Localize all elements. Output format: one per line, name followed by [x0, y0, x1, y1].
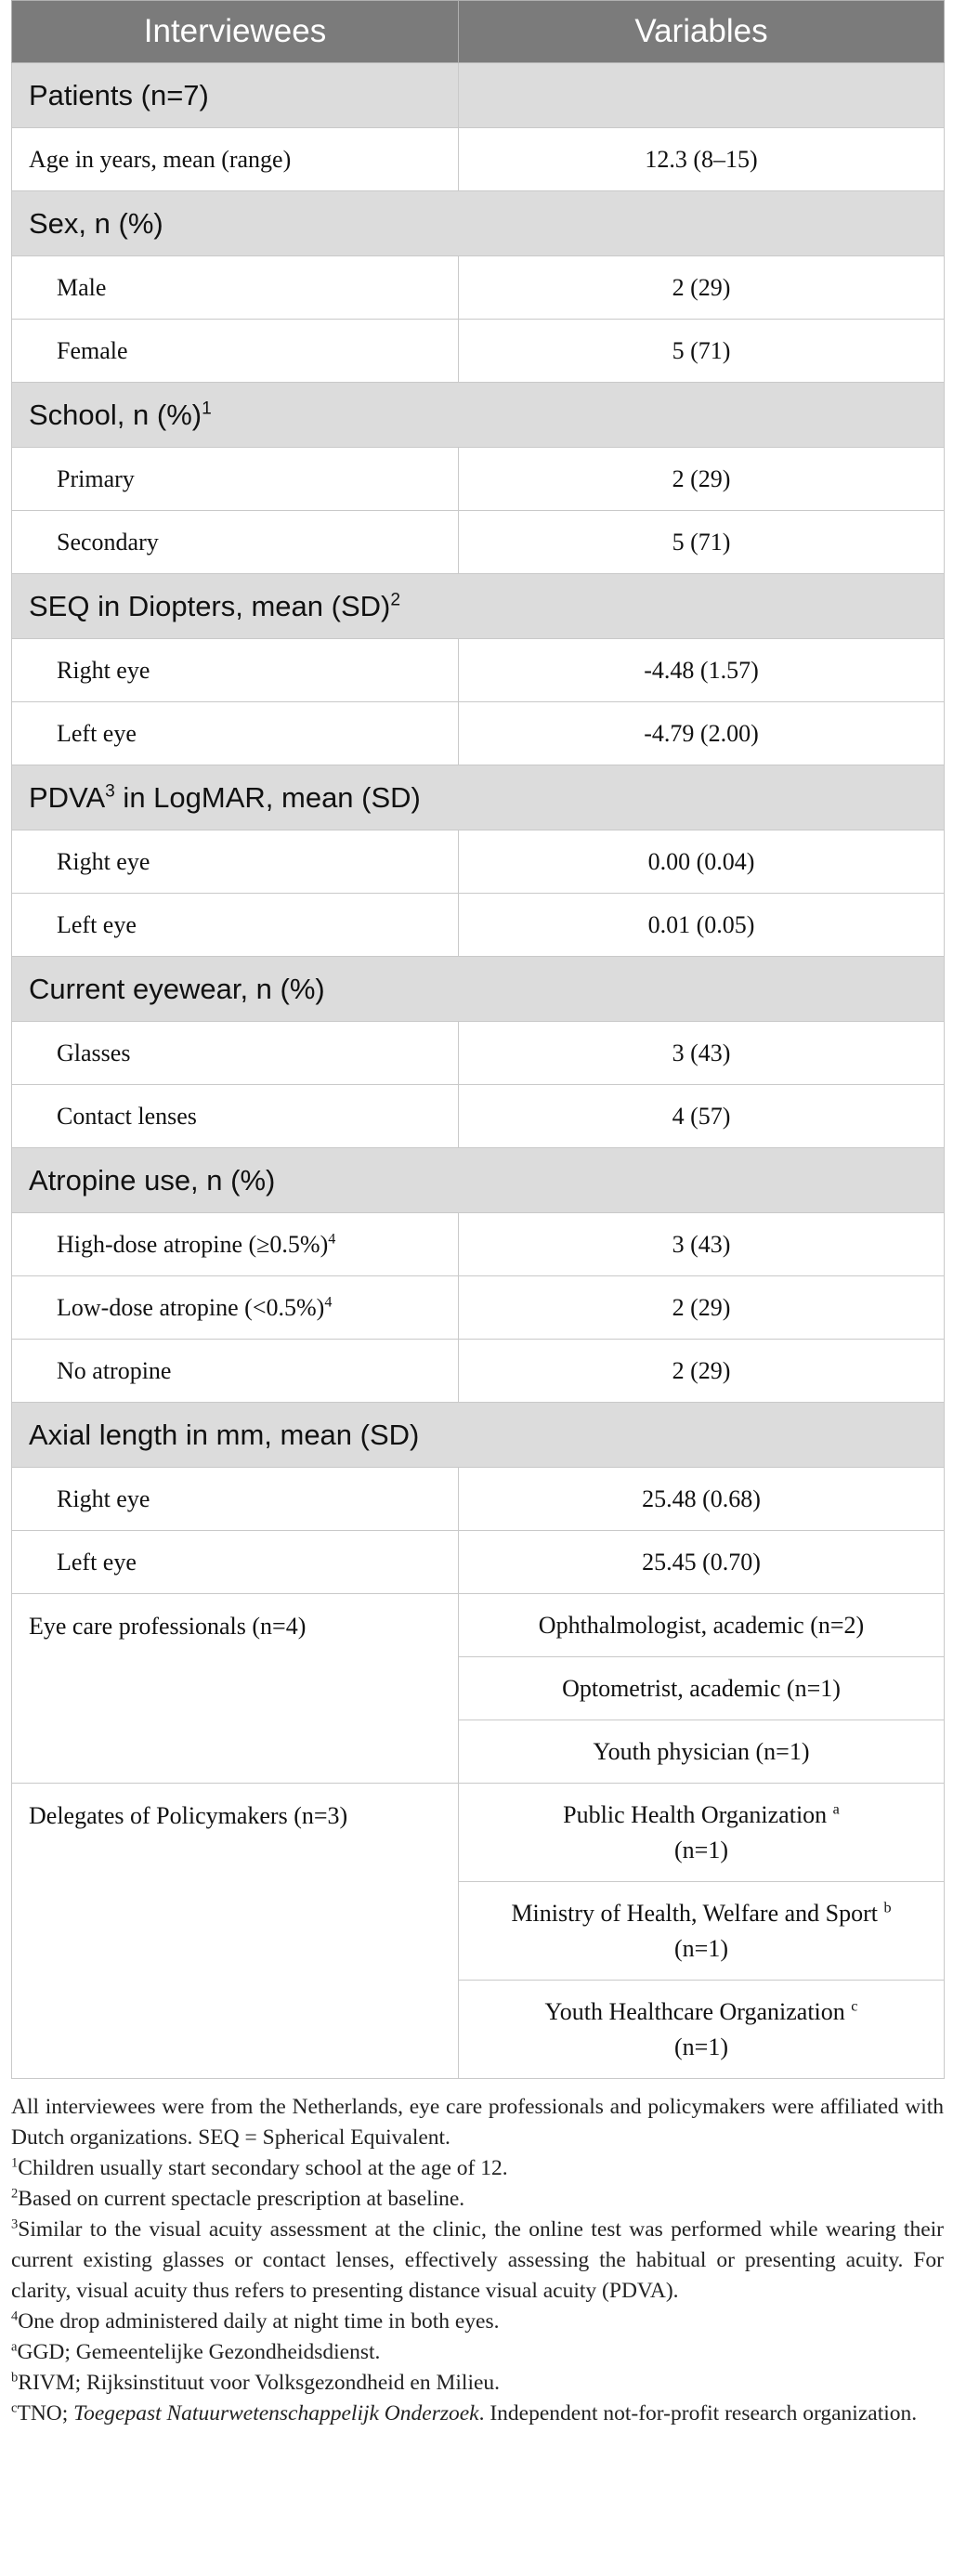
- section-pdva-label-b: in LogMAR, mean (SD): [114, 780, 421, 814]
- footnote-a: [11, 2337, 944, 2368]
- row-label: Secondary: [12, 511, 459, 574]
- row-value: 3 (43): [459, 1213, 945, 1276]
- row-value: [459, 1981, 945, 2079]
- table-row: [12, 1468, 945, 1531]
- footnote-marker: 4: [328, 1230, 336, 1247]
- footnote-marker: 3: [11, 2216, 19, 2232]
- footnote-italic: Toegepast Natuurwetenschappelijk Onderzoek: [73, 2401, 479, 2426]
- row-value-count: (n=1): [674, 1836, 728, 1863]
- table-row: [12, 320, 945, 383]
- footnote-text: . Independent not-for-profit research organization.: [478, 2401, 918, 2426]
- footnote-marker: b: [883, 1899, 892, 1916]
- footnote-b: [11, 2368, 944, 2399]
- table-row: [12, 1085, 945, 1148]
- row-value: 3 (43): [459, 1022, 945, 1085]
- table-row: [12, 511, 945, 574]
- row-value: 5 (71): [459, 320, 945, 383]
- section-seq: [12, 574, 945, 639]
- row-value: [459, 1882, 945, 1981]
- table-row: [12, 1594, 945, 1657]
- row-value-text: Youth Healthcare Organization: [544, 1997, 852, 2025]
- section-row: [12, 191, 945, 256]
- section-blank: [459, 63, 945, 128]
- footnote-1: [11, 2153, 944, 2184]
- row-value: 0.01 (0.05): [459, 894, 945, 957]
- footnote-text: Children usually start secondary school at the age of 12.: [18, 2156, 508, 2180]
- footnote-text: GGD; Gemeentelijke Gezondheidsdienst.: [17, 2340, 381, 2364]
- interviewees-table: [11, 0, 945, 2079]
- row-value: 5 (71): [459, 511, 945, 574]
- row-value-count: (n=1): [674, 2033, 728, 2060]
- row-label: Male: [12, 256, 459, 320]
- footnote-marker: 4: [324, 1293, 333, 1310]
- footnote-text: Based on current spectacle prescription at baseline.: [18, 2187, 465, 2211]
- table-header-row: [12, 1, 945, 63]
- section-row: [12, 63, 945, 128]
- row-value: 2 (29): [459, 1276, 945, 1340]
- section-patients: Patients (n=7): [12, 63, 459, 128]
- table-row: [12, 830, 945, 894]
- section-axial: Axial length in mm, mean (SD): [12, 1403, 945, 1468]
- row-label: Female: [12, 320, 459, 383]
- row-value-count: (n=1): [674, 1934, 728, 1962]
- row-value: 25.48 (0.68): [459, 1468, 945, 1531]
- section-row: [12, 383, 945, 448]
- row-value: 4 (57): [459, 1085, 945, 1148]
- section-row: [12, 1148, 945, 1213]
- section-school-label: School, n (%): [29, 398, 202, 431]
- row-value: Youth physician (n=1): [459, 1720, 945, 1784]
- footnote-text: Similar to the visual acuity assessment at the clinic, the online test was performed while wearing their current existing glasses or contact lenses, effectively assessing the habitual or presenting acuity. For clarity, visual acuity thus refers to presenting distance visual acuity (PDVA).: [11, 2217, 944, 2303]
- row-label: [12, 1213, 459, 1276]
- table-row: [12, 256, 945, 320]
- footnote-marker: 4: [11, 2308, 19, 2324]
- footnote-marker: 1: [202, 398, 212, 418]
- header-interviewees: Interviewees: [12, 1, 459, 63]
- row-label: Contact lenses: [12, 1085, 459, 1148]
- row-label: No atropine: [12, 1340, 459, 1403]
- row-value: 0.00 (0.04): [459, 830, 945, 894]
- row-value: Ophthalmologist, academic (n=2): [459, 1594, 945, 1657]
- header-variables: Variables: [459, 1, 945, 63]
- group-policymakers: Delegates of Policymakers (n=3): [12, 1784, 459, 2079]
- section-pdva: [12, 765, 945, 830]
- footnote-4: [11, 2307, 944, 2337]
- section-school: [12, 383, 945, 448]
- row-value-text: Public Health Organization: [563, 1800, 833, 1828]
- table-row: [12, 702, 945, 765]
- table-row: [12, 128, 945, 191]
- row-label: Right eye: [12, 830, 459, 894]
- row-label: Glasses: [12, 1022, 459, 1085]
- row-value: -4.79 (2.00): [459, 702, 945, 765]
- row-value: 2 (29): [459, 448, 945, 511]
- row-label: Primary: [12, 448, 459, 511]
- row-value: 2 (29): [459, 1340, 945, 1403]
- section-eyewear: Current eyewear, n (%): [12, 957, 945, 1022]
- section-row: [12, 574, 945, 639]
- row-label-text: Low-dose atropine (<0.5%): [57, 1293, 325, 1321]
- table-row: [12, 1213, 945, 1276]
- table-row: [12, 639, 945, 702]
- table-row: [12, 894, 945, 957]
- footnote-marker: a: [832, 1800, 840, 1817]
- footnote-3: [11, 2215, 944, 2307]
- row-label: Left eye: [12, 894, 459, 957]
- table-row: [12, 1531, 945, 1594]
- footnote-marker: a: [11, 2339, 18, 2355]
- section-row: [12, 1403, 945, 1468]
- table-row: [12, 1340, 945, 1403]
- section-row: [12, 765, 945, 830]
- footnote-marker: c: [851, 1997, 858, 2014]
- footnote-main: All interviewees were from the Netherlands, eye care professionals and policymakers were affiliated with Dutch organizations. SEQ = Spherical Equivalent.: [11, 2095, 944, 2150]
- section-sex: Sex, n (%): [12, 191, 945, 256]
- row-label: Right eye: [12, 639, 459, 702]
- row-label: Right eye: [12, 1468, 459, 1531]
- footnote-text: RIVM; Rijksinstituut voor Volksgezondheid en Milieu.: [18, 2371, 501, 2395]
- section-atropine: Atropine use, n (%): [12, 1148, 945, 1213]
- row-label-text: High-dose atropine (≥0.5%): [57, 1230, 329, 1258]
- footnote-marker: 1: [11, 2155, 19, 2171]
- footnote-marker: b: [11, 2370, 19, 2386]
- footnote-marker: 2: [11, 2186, 19, 2202]
- row-label: Left eye: [12, 702, 459, 765]
- row-label: Age in years, mean (range): [12, 128, 459, 191]
- section-seq-label: SEQ in Diopters, mean (SD): [29, 589, 391, 622]
- row-value: 2 (29): [459, 256, 945, 320]
- row-value: -4.48 (1.57): [459, 639, 945, 702]
- footnote-marker: 3: [105, 780, 115, 801]
- section-pdva-label-a: PDVA: [29, 780, 106, 814]
- section-row: [12, 957, 945, 1022]
- row-value: 25.45 (0.70): [459, 1531, 945, 1594]
- row-value: 12.3 (8–15): [459, 128, 945, 191]
- footnote-2: [11, 2184, 944, 2215]
- table-row: [12, 448, 945, 511]
- row-value: Optometrist, academic (n=1): [459, 1657, 945, 1720]
- footnote-c: [11, 2399, 944, 2429]
- table-row: [12, 1022, 945, 1085]
- footnote-text: TNO;: [17, 2401, 74, 2426]
- footnote-text: One drop administered daily at night time in both eyes.: [18, 2309, 500, 2334]
- table-footnotes: [11, 2092, 944, 2429]
- group-eye-care-professionals: Eye care professionals (n=4): [12, 1594, 459, 1784]
- table-row: [12, 1784, 945, 1882]
- table-row: [12, 1276, 945, 1340]
- row-value-text: Ministry of Health, Welfare and Sport: [511, 1899, 884, 1927]
- table-container: [11, 0, 944, 2429]
- row-value: [459, 1784, 945, 1882]
- footnote-marker: c: [11, 2400, 18, 2416]
- footnote-marker: 2: [390, 589, 401, 609]
- row-label: [12, 1276, 459, 1340]
- row-label: Left eye: [12, 1531, 459, 1594]
